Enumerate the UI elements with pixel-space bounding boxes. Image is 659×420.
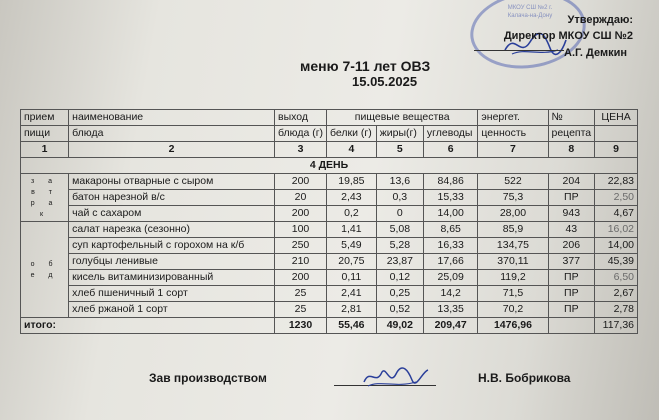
dish-protein: 20,75 [327, 254, 377, 270]
dish-name: хлеб ржаной 1 сорт [69, 302, 275, 318]
dish-fat: 0,3 [376, 190, 423, 206]
approval-line-3: А.Г. Демкин [564, 47, 627, 59]
menu-table [20, 109, 638, 334]
total-protein: 55,46 [327, 318, 377, 334]
dish-carbs: 15,33 [423, 190, 477, 206]
total-energy: 1476,96 [478, 318, 548, 334]
header-row-1 [21, 110, 638, 126]
dish-name: голубцы ленивые [69, 254, 275, 270]
total-row [21, 318, 638, 334]
dish-energy: 70,2 [478, 302, 548, 318]
dish-carbs: 13,35 [423, 302, 477, 318]
dish-carbs: 84,86 [423, 174, 477, 190]
dish-carbs: 14,00 [423, 206, 477, 222]
dish-carbs: 25,09 [423, 270, 477, 286]
dish-carbs: 8,65 [423, 222, 477, 238]
dish-protein: 0,11 [327, 270, 377, 286]
dish-protein: 0,2 [327, 206, 377, 222]
header-row-2 [21, 126, 638, 142]
dish-recipe: ПР [548, 190, 595, 206]
production-manager-name: Н.В. Бобрикова [478, 371, 571, 385]
approval-block [504, 13, 633, 61]
dish-weight: 20 [275, 190, 327, 206]
col-number: 8 [548, 142, 595, 158]
dish-recipe: 377 [548, 254, 595, 270]
total-price: 117,36 [595, 318, 638, 334]
dish-energy: 75,3 [478, 190, 548, 206]
dish-recipe: 43 [548, 222, 595, 238]
dish-price: 2,78 [595, 302, 638, 318]
day-label: 4 ДЕНЬ [21, 158, 638, 174]
dish-fat: 5,28 [376, 238, 423, 254]
dish-protein: 19,85 [327, 174, 377, 190]
header-name: наименование [69, 110, 275, 126]
dish-protein: 2,41 [327, 286, 377, 302]
dish-price: 2,50 [595, 190, 638, 206]
dish-weight: 25 [275, 302, 327, 318]
dish-recipe: ПР [548, 270, 595, 286]
table-row [21, 270, 638, 286]
dish-name: макароны отварные с сыром [69, 174, 275, 190]
dish-name: чай с сахаром [69, 206, 275, 222]
header-yield: выход [275, 110, 327, 126]
dish-protein: 5,49 [327, 238, 377, 254]
col-number: 6 [423, 142, 477, 158]
header-dish-weight: блюда (г) [275, 126, 327, 142]
table-row [21, 238, 638, 254]
table-row [21, 302, 638, 318]
dish-energy: 119,2 [478, 270, 548, 286]
table-row [21, 254, 638, 270]
dish-protein: 1,41 [327, 222, 377, 238]
dish-price: 22,83 [595, 174, 638, 190]
table-row [21, 174, 638, 190]
director-signature-line [474, 50, 564, 51]
header-price: ЦЕНА [595, 110, 638, 126]
dish-name: хлеб пшеничный 1 сорт [69, 286, 275, 302]
dish-recipe: ПР [548, 286, 595, 302]
dish-price: 14,00 [595, 238, 638, 254]
dish-price: 4,67 [595, 206, 638, 222]
header-carbs: углеводы [423, 126, 477, 142]
col-number: 1 [21, 142, 69, 158]
dish-fat: 5,08 [376, 222, 423, 238]
dish-energy: 71,5 [478, 286, 548, 302]
table-row [21, 222, 638, 238]
col-number: 4 [327, 142, 377, 158]
dish-weight: 100 [275, 222, 327, 238]
header-price-empty [595, 126, 638, 142]
dish-recipe: 206 [548, 238, 595, 254]
dish-energy: 28,00 [478, 206, 548, 222]
total-recipe-empty [548, 318, 595, 334]
dish-energy: 522 [478, 174, 548, 190]
day-row [21, 158, 638, 174]
table-row [21, 286, 638, 302]
production-signature [360, 364, 430, 390]
header-intake: прием [21, 110, 69, 126]
dish-energy: 85,9 [478, 222, 548, 238]
dish-weight: 210 [275, 254, 327, 270]
dish-fat: 0,12 [376, 270, 423, 286]
approval-line-2: Директор МКОУ СШ №2 [503, 30, 633, 42]
header-meal: пищи [21, 126, 69, 142]
header-energy: энергет. [478, 110, 548, 126]
dish-fat: 0,25 [376, 286, 423, 302]
header-dish: блюда [69, 126, 275, 142]
column-number-row [21, 142, 638, 158]
dish-weight: 200 [275, 206, 327, 222]
lunch-label: о б е д [21, 222, 69, 318]
dish-recipe: 943 [548, 206, 595, 222]
col-number: 3 [275, 142, 327, 158]
dish-fat: 0,52 [376, 302, 423, 318]
dish-weight: 200 [275, 174, 327, 190]
col-number: 2 [69, 142, 275, 158]
header-fat: жиры(г) [376, 126, 423, 142]
dish-price: 45,39 [595, 254, 638, 270]
table-row [21, 190, 638, 206]
dish-name: батон нарезной в/с [69, 190, 275, 206]
stamp-text: МКОУ СШ №2 г. Калача-на-Дону [507, 5, 553, 19]
header-nutrients: пищевые вещества [327, 110, 478, 126]
dish-protein: 2,43 [327, 190, 377, 206]
dish-name: суп картофельный с горохом на к/б [69, 238, 275, 254]
dish-price: 2,67 [595, 286, 638, 302]
dish-price: 6,50 [595, 270, 638, 286]
dish-carbs: 14,2 [423, 286, 477, 302]
dish-carbs: 17,66 [423, 254, 477, 270]
table-row [21, 206, 638, 222]
col-number: 7 [478, 142, 548, 158]
dish-name: кисель витаминизированный [69, 270, 275, 286]
dish-fat: 0 [376, 206, 423, 222]
total-weight: 1230 [275, 318, 327, 334]
dish-recipe: ПР [548, 302, 595, 318]
dish-weight: 25 [275, 286, 327, 302]
breakfast-label: з а в т р а к [21, 174, 69, 222]
header-energy-value: ценность [478, 126, 548, 142]
header-protein: белки (г) [327, 126, 377, 142]
dish-energy: 134,75 [478, 238, 548, 254]
dish-fat: 13,6 [376, 174, 423, 190]
total-carbs: 209,47 [423, 318, 477, 334]
dish-weight: 250 [275, 238, 327, 254]
dish-carbs: 16,33 [423, 238, 477, 254]
menu-title: меню 7-11 лет ОВЗ [300, 58, 431, 74]
header-number: № [548, 110, 595, 126]
col-number: 5 [376, 142, 423, 158]
total-fat: 49,02 [376, 318, 423, 334]
dish-protein: 2,81 [327, 302, 377, 318]
dish-recipe: 204 [548, 174, 595, 190]
approval-line-1: Утверждаю: [567, 14, 633, 26]
production-manager-label: Зав производством [149, 371, 267, 385]
dish-name: салат нарезка (сезонно) [69, 222, 275, 238]
total-label: итого: [21, 318, 275, 334]
dish-energy: 370,11 [478, 254, 548, 270]
dish-weight: 200 [275, 270, 327, 286]
menu-date: 15.05.2025 [352, 74, 418, 89]
dish-fat: 23,87 [376, 254, 423, 270]
header-recipe: рецепта [548, 126, 595, 142]
col-number: 9 [595, 142, 638, 158]
dish-price: 16,02 [595, 222, 638, 238]
